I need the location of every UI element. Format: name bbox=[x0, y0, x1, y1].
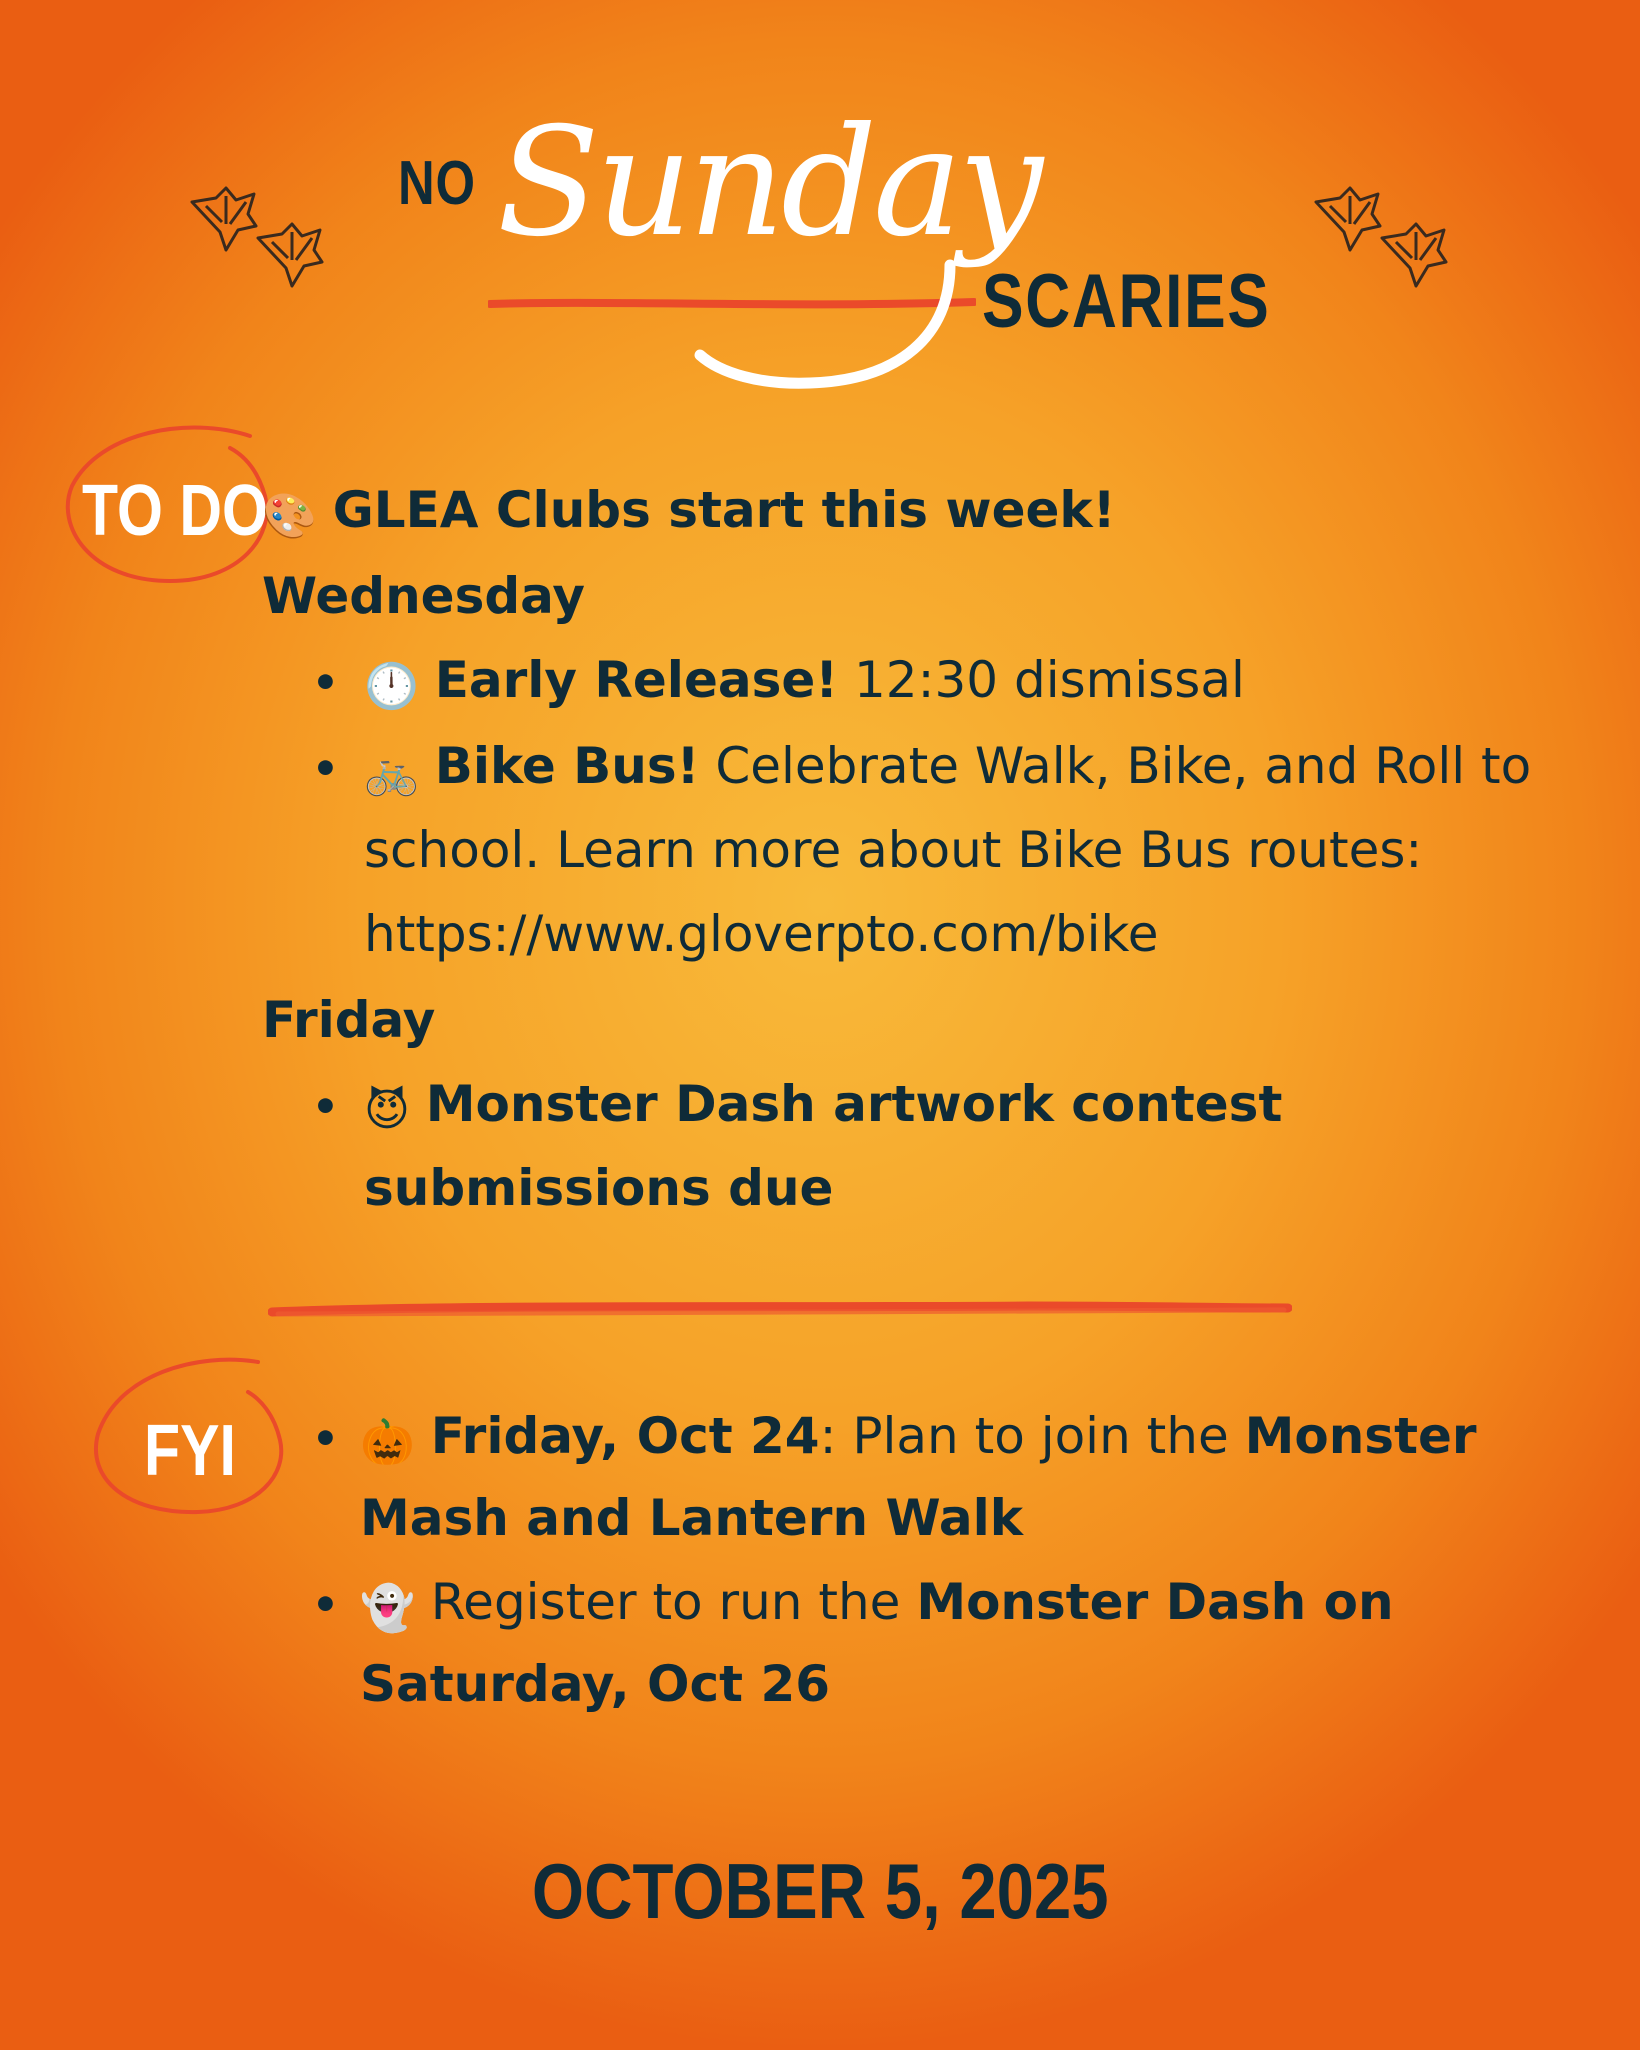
monster-mash-item bbox=[360, 1404, 1477, 1475]
sunday-swoosh bbox=[680, 255, 980, 395]
list-item bbox=[312, 1404, 339, 1471]
todo-headline bbox=[262, 478, 1116, 549]
bullet-icon: • bbox=[312, 658, 339, 707]
bicycle-icon: 🚲 bbox=[364, 747, 419, 798]
bullet-icon: • bbox=[312, 1580, 339, 1629]
bullet-icon: • bbox=[312, 1082, 339, 1131]
monster-mash-text: : Plan to join the bbox=[819, 1407, 1245, 1465]
header-sunday: Sunday bbox=[497, 96, 1040, 270]
register-bold: Monster Dash on bbox=[916, 1573, 1394, 1631]
todo-tag: TO DO bbox=[82, 471, 268, 551]
todo-headline-text: GLEA Clubs start this week! bbox=[332, 481, 1116, 539]
bat-left-icon bbox=[186, 180, 336, 300]
early-release-item bbox=[364, 648, 1245, 719]
bike-bus-item bbox=[364, 734, 1531, 805]
bullet-icon: • bbox=[312, 1414, 339, 1463]
clock-icon: 🕛 bbox=[364, 661, 419, 712]
pumpkin-icon: 🎃 bbox=[360, 1417, 415, 1468]
bike-bus-text-line2: school. Learn more about Bike Bus routes: bbox=[364, 821, 1423, 879]
header-scaries: SCARIES bbox=[982, 259, 1271, 344]
bike-bus-link[interactable]: https://www.gloverpto.com/bike bbox=[364, 905, 1159, 963]
monster-mash-bold: Monster bbox=[1244, 1407, 1477, 1465]
monster-mash-bold-line2: Mash and Lantern Walk bbox=[360, 1489, 1023, 1547]
monster-mash-date: Friday, Oct 24 bbox=[430, 1407, 820, 1465]
early-release-bold: Early Release! bbox=[434, 651, 839, 709]
friday-label: Friday bbox=[262, 991, 436, 1049]
fyi-tag: FYI bbox=[144, 1411, 236, 1491]
header-no: NO bbox=[398, 149, 476, 218]
list-item bbox=[312, 648, 339, 715]
list-item bbox=[312, 1570, 339, 1637]
footer-date bbox=[0, 1846, 1640, 1937]
ghost-icon: 👻 bbox=[360, 1583, 415, 1634]
bat-right-icon bbox=[1310, 180, 1460, 300]
register-bold-line2: Saturday, Oct 26 bbox=[360, 1655, 831, 1713]
wednesday-label: Wednesday bbox=[262, 567, 585, 625]
monster-dash-bold: Monster Dash artwork contest bbox=[425, 1075, 1283, 1133]
palette-icon: 🎨 bbox=[262, 491, 317, 542]
list-item bbox=[312, 734, 339, 801]
bike-bus-text: Celebrate Walk, Bike, and Roll to bbox=[699, 737, 1532, 795]
monster-dash-bold-line2: submissions due bbox=[364, 1159, 834, 1217]
devil-icon: 😈 bbox=[364, 1085, 410, 1136]
register-text: Register to run the bbox=[414, 1573, 917, 1631]
bullet-icon: • bbox=[312, 744, 339, 793]
monster-dash-item bbox=[364, 1072, 1282, 1143]
bike-bus-bold: Bike Bus! bbox=[434, 737, 700, 795]
monster-dash-register-item bbox=[360, 1570, 1394, 1641]
footer-date-text: OCTOBER 5, 2025 bbox=[531, 1847, 1109, 1935]
early-release-text: 12:30 dismissal bbox=[838, 651, 1245, 709]
list-item bbox=[312, 1072, 339, 1139]
section-divider bbox=[268, 1298, 1292, 1322]
